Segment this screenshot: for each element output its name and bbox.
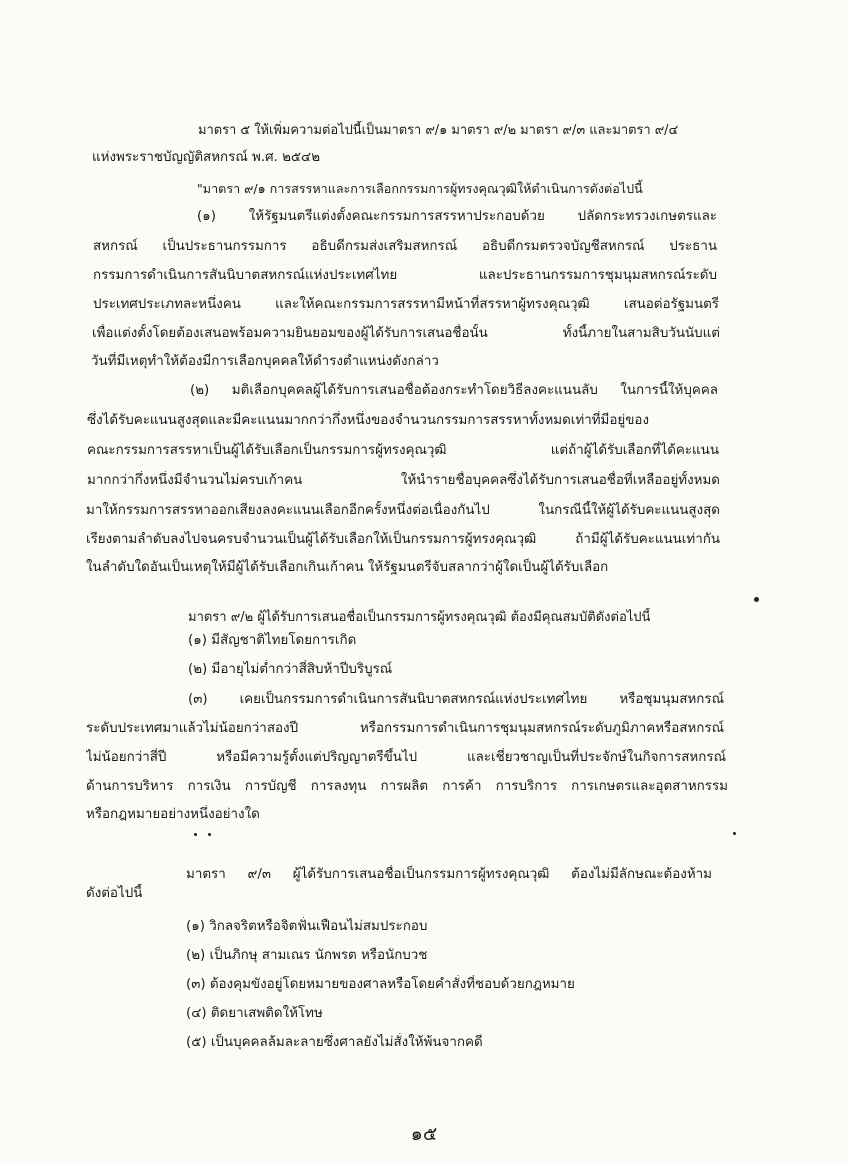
section-9-1-p2-line-6: เรียงตามลำดับลงไปจนครบจำนวนเป็นผู้ได้รับเลือกให้เป็นกรรมการผู้ทรงคุณวุฒิ ถ้ามีผู้ได้รับคะแนนเท่ากัน xyxy=(86,532,720,547)
section-9-1-p1-line-1: (๑) ให้รัฐมนตรีแต่งตั้งคณะกรรมการสรรหาประกอบด้วย ปลัดกระทรวงเกษตรและ xyxy=(197,209,717,224)
section-9-3-item-4: (๔) ติดยาเสพติดให้โทษ xyxy=(186,1006,323,1021)
section-9-2-title: มาตรา ๙/๒ ผู้ได้รับการเสนอชื่อเป็นกรรมการผู้ทรงคุณวุฒิ ต้องมีคุณสมบัติดังต่อไปนี้ xyxy=(188,610,651,625)
section-5-intro-line-1: มาตรา ๕ ให้เพิ่มความต่อไปนี้เป็นมาตรา ๙/๑ มาตรา ๙/๒ มาตรา ๙/๓ และมาตรา ๙/๔ xyxy=(198,123,679,138)
section-5-intro-line-2: แห่งพระราชบัญญัติสหกรณ์ พ.ศ. ๒๕๔๒ xyxy=(92,150,321,165)
section-9-2-item-1: (๑) มีสัญชาติไทยโดยการเกิด xyxy=(188,633,357,648)
scan-speck xyxy=(754,597,759,602)
section-9-2-item-2: (๒) มีอายุไม่ต่ำกว่าสี่สิบห้าปีบริบูรณ์ xyxy=(188,662,393,677)
section-9-2-item-3-line-3: ไม่น้อยกว่าสี่ปี หรือมีความรู้ตั้งแต่ปริญญาตรีขึ้นไป และเชี่ยวชาญเป็นที่ประจักษ์ในกิจการสหกรณ์ xyxy=(86,750,726,765)
section-9-1-p2-line-7: ในลำดับใดอันเป็นเหตุให้มีผู้ได้รับเลือกเกินเก้าคน ให้รัฐมนตรีจับสลากว่าผู้ใดเป็นผู้ได้รับเลือก xyxy=(86,560,609,575)
section-9-1-p2-line-4: มากกว่ากึ่งหนึ่งมีจำนวนไม่ครบเก้าคน ให้นำรายชื่อบุคคลซึ่งได้รับการเสนอชื่อที่เหลืออยู่ทั้งหมด xyxy=(87,473,720,488)
section-9-1-p2-line-2: ซึ่งได้รับคะแนนสูงสุดและมีคะแนนมากกว่ากึ่งหนึ่งของจำนวนกรรมการสรรหาทั้งหมดเท่าที่มีอยู่ของ xyxy=(87,413,650,428)
scan-speck xyxy=(194,833,197,836)
section-9-3-title-line-2: ดังต่อไปนี้ xyxy=(86,886,143,901)
scan-speck xyxy=(208,833,211,836)
section-9-3-item-1: (๑) วิกลจริตหรือจิตฟั่นเฟือนไม่สมประกอบ xyxy=(186,919,428,934)
section-9-3-item-2: (๒) เป็นภิกษุ สามเณร นักพรต หรือนักบวช xyxy=(186,948,428,963)
section-9-1-p2-line-5: มาให้กรรมการสรรหาออกเสียงลงคะแนนเลือกอีกครั้งหนึ่งต่อเนื่องกันไป ในกรณีนี้ให้ผู้ได้รับคะแนนสูงสุด xyxy=(86,503,720,518)
section-9-1-p1-line-6: วันที่มีเหตุทำให้ต้องมีการเลือกบุคคลให้ดำรงตำแหน่งดังกล่าว xyxy=(91,354,439,369)
section-9-3-item-5: (๕) เป็นบุคคลล้มละลายซึ่งศาลยังไม่สั่งให้พ้นจากคดี xyxy=(186,1035,483,1050)
section-9-1-title: "มาตรา ๙/๑ การสรรหาและการเลือกกรรมการผู้ทรงคุณวุฒิให้ดำเนินการดังต่อไปนี้ xyxy=(197,181,643,196)
section-9-2-item-3-line-5: หรือกฎหมายอย่างหนึ่งอย่างใด xyxy=(86,807,260,822)
section-9-1-p2-line-3: คณะกรรมการสรรหาเป็นผู้ได้รับเลือกเป็นกรรมการผู้ทรงคุณวุฒิ แต่ถ้าผู้ได้รับเลือกที่ได้คะแนน xyxy=(87,443,719,458)
section-9-1-p1-line-5: เพื่อแต่งตั้งโดยต้องเสนอพร้อมความยินยอมของผู้ได้รับการเสนอชื่อนั้น ทั้งนี้ภายในสามสิบวันนับแต่ xyxy=(92,326,720,341)
section-9-2-item-3-line-2: ระดับประเทศมาแล้วไม่น้อยกว่าสองปี หรือกรรมการดำเนินการชุมนุมสหกรณ์ระดับภูมิภาคหรือสหกรณ์ xyxy=(86,721,724,736)
scan-speck xyxy=(733,832,736,835)
section-9-3-item-3: (๓) ต้องคุมขังอยู่โดยหมายของศาลหรือโดยคำสั่งที่ชอบด้วยกฎหมาย xyxy=(186,977,575,992)
section-9-2-item-3-line-1: (๓) เคยเป็นกรรมการดำเนินการสันนิบาตสหกรณ์แห่งประเทศไทย หรือชุมนุมสหกรณ์ xyxy=(188,692,724,707)
page-number: ๑๕ xyxy=(410,1123,438,1145)
section-9-1-p1-line-4: ประเทศประเภทละหนึ่งคน และให้คณะกรรมการสรรหามีหน้าที่สรรหาผู้ทรงคุณวุฒิ เสนอต่อรัฐมนตรี xyxy=(93,297,719,312)
section-9-1-p1-line-2: สหกรณ์ เป็นประธานกรรมการ อธิบดีกรมส่งเสริมสหกรณ์ อธิบดีกรมตรวจบัญชีสหกรณ์ ประธาน xyxy=(93,239,717,254)
section-9-1-p1-line-3: กรรมการดำเนินการสันนิบาตสหกรณ์แห่งประเทศไทย และประธานกรรมการชุมนุมสหกรณ์ระดับ xyxy=(93,268,717,283)
section-9-2-item-3-line-4: ด้านการบริหาร การเงิน การบัญชี การลงทุน การผลิต การค้า การบริการ การเกษตรและอุตสาหกรรม xyxy=(86,779,728,794)
section-9-1-p2-line-1: (๒) มติเลือกบุคคลผู้ได้รับการเสนอชื่อต้องกระทำโดยวิธีลงคะแนนลับ ในการนี้ให้บุคคล xyxy=(190,383,718,398)
section-9-3-title-line-1: มาตรา ๙/๓ ผู้ได้รับการเสนอชื่อเป็นกรรมการผู้ทรงคุณวุฒิ ต้องไม่มีลักษณะต้องห้าม xyxy=(186,867,712,882)
